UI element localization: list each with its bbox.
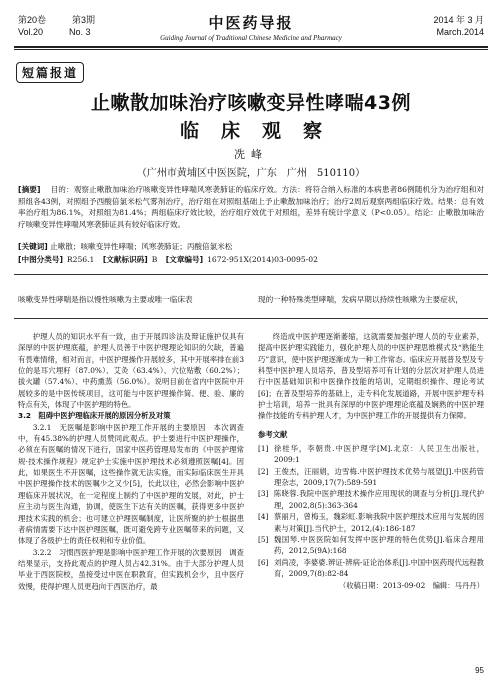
reference-item — [258, 511, 484, 534]
reference-number: [6] — [258, 557, 269, 567]
date-en: March.2014 — [436, 27, 484, 37]
classification — [18, 254, 484, 265]
abstract-label: [摘要] — [18, 185, 41, 194]
keywords — [18, 241, 484, 252]
body-paragraph: 3.2.2 习惯西医护理是影响中医护理工作开展的次要原因 调查结果显示，支持此观点的护理人员占42.31%。由于大部分护理人员毕业于西医院校，虽接受过中医在职教育，但实践机会少，且中医疗效慢，使得护理人员更趋向于西医治疗，最 — [18, 547, 244, 591]
reference-number: [4] — [258, 512, 269, 522]
reference-number: [3] — [258, 489, 269, 499]
affiliation: （广州市黄埔区中医医院，广东 广州 510110） — [136, 168, 366, 179]
reference-item — [258, 557, 484, 580]
doc-code: B — [151, 255, 158, 264]
journal-masthead — [0, 12, 502, 42]
reference-text: 魏国琴.中医医院如何发挥中医护理的特色优势[J].临床合理用药，2012,5(9A):168 — [274, 534, 484, 556]
section-tag: 短篇报道 — [16, 62, 84, 83]
volume-cn: 第20卷 — [18, 15, 47, 25]
intro-rule — [14, 318, 488, 319]
author: 冼峰 — [234, 148, 268, 161]
issue-cn: 第3期 — [72, 15, 96, 25]
journal-title-cn: 中医药导报 — [208, 14, 294, 32]
body-paragraph: 3.2.1 无医嘱是影响中医护理工作开展的主要原因 本次调查中，有45.38%的护理人员赞同此观点。护士要进行中医护理操作，必须在有医嘱的情况下进行，国家中医药管理局发布的《中医护理常规·技术操作规程》规定护士实施中医护理技术必须遵照医嘱[4]。因此，如果医生不开医嘱，这些操作就无法实施，而实际临床医生开具中医护理操作技术的医嘱少之又少[5]，长此以往，必然会影响中医护理临床开展状况，在一定程度上制约了中医护理的发展，对此，护士应主动与医生沟通，协调，使医生下达有关的医嘱，获得更多中医护理技术实践的机会；也可建立护理医嘱制度，让医所聚的护士根据患者病情需要下达中医护理医嘱，既可避免跨专业医嘱带来的问题，又体现了各级护士的责任权利和专业价值。 — [18, 422, 244, 546]
issue-en: No. 3 — [69, 27, 91, 37]
article-title: 止嗽散加味治疗咳嗽变异性哮喘43例 — [91, 92, 411, 114]
references-heading: 参考文献 — [258, 429, 288, 439]
section-heading: 3.2 阻碍中医护理临床开展的原因分析及对策 — [18, 411, 171, 421]
page-number: 95 — [475, 666, 484, 675]
keywords-label: [关键词] — [18, 242, 48, 251]
article-title-line2: 临床观察 — [179, 120, 344, 142]
reference-item — [258, 488, 484, 511]
reference-text: 王俊杰，汪丽娟，边雪梅.中医护理技术优势与展望[J].中医药管理杂志，2009,17(7):589-591 — [274, 466, 484, 488]
body-paragraph: 终造成中医护理逐渐萎缩，这就需要加强护理人员的专业素养，提高中医护理实践能力，强化护理人员的中医护理思维模式及“熟能生巧”意识，使中医护理逐渐成为一种工作常态。临床应开展普及型及专科型中医护理人员培养，普及型培养可有计划的分层次对护理人员进行中医基础知识和中医操作技能的培训，定期组织操作、理论考试[6]；在普及型培养的基础上，走专科化发展道路，开展中医护理专科护士培训，培养一批具有深厚的中医护理理论底蕴及娴熟的中医护理操作技能的专科护理人才，为中医护理工作的开展提供有力保障。 — [258, 332, 484, 421]
clc-label: [中图分类号] — [18, 255, 63, 264]
reference-item — [258, 466, 484, 489]
date-cn: 2014 年 3 月 — [433, 15, 484, 25]
received-date: （收稿日期：2013-09-02 编辑：马丹丹） — [338, 581, 484, 591]
article-no-label: [文章编号] — [165, 255, 204, 264]
reference-number: [1] — [258, 444, 269, 454]
abstract-text: 目的：观察止嗽散加味治疗咳嗽变异性哮喘风寒袭肺证的临床疗效。方法：将符合纳入标准的本病患者86例随机分为治疗组和对照组各43例，对照组予西酸倍氯米松气雾剂治疗，治疗组在对照组基础上予止嗽散加味治疗；治疗2周后观察两组临床疗效。结果：总有效率治疗组为86.1%，对照组为81.4%；两组临床疗效比较，治疗组疗效优于对照组，差异有统计学意义（P<0.05）。结论：止嗽散加味治疗咳嗽变异性哮喘风寒袭肺证具有较好临床疗效。 — [18, 185, 484, 229]
clc-code: R256.1 — [66, 255, 95, 264]
doc-code-label: [文献标识码] — [102, 255, 148, 264]
keywords-text: 止嗽散；咳嗽变异性哮喘；风寒袭肺证；丙酸倍氯米松 — [50, 242, 233, 251]
article-no: 1672-951X(2014)03-0095-02 — [207, 255, 318, 264]
header-date — [433, 14, 484, 38]
intro-right: 现的一种特殊类型哮喘，发病早期以持续性咳嗽为主要症状， — [258, 295, 464, 304]
intro-left: 咳嗽变异性哮喘是指以慢性咳嗽为主要或唯一临床表 — [18, 295, 193, 304]
reference-text: 蔡丽月，曾梅玉，魏彩虹.影响我院中医护理技术应用与发展的因素与对策[J].当代护士，2012,(4):186-187 — [274, 512, 484, 533]
reference-number: [5] — [258, 534, 269, 544]
body-paragraph: 护理人员的知识水平有一致，由于开展四诊法及辩证施护仅具有深厚的中医护理底蕴，护理人员善于中医护理理论知识的欠缺，普遍有畏难情绪，相对而言，中医护理操作开展较多，其中开展率排在前3位的是耳穴埋籽（87.0%）、艾灸（63.4%）、穴位贴敷（60.2%）；拔火罐（57.4%）、中药熏蒸（56.0%）。说明目前在省内中医院中开展较多的是中医传统项目，这可能与中医护理操作简、便、验、廉的特点有关，体现了中医护理的特色。 — [18, 332, 244, 410]
body-column-right — [258, 331, 484, 592]
abstract-rule — [14, 274, 488, 275]
reference-item — [258, 534, 484, 557]
volume-en: Vol.20 — [18, 27, 44, 37]
reference-text: 徐桂华，李朝贵.中医护理学[M].北京：人民卫生出版社，2009:1 — [274, 444, 484, 465]
reference-number: [2] — [258, 466, 269, 476]
body-column-left — [18, 331, 244, 592]
reference-item — [258, 443, 484, 466]
reference-text: 刘尚凌，李婆婆.辨证-辨病-证论治体系[J].中国中医药现代远程教育，2009,7(8):82-84 — [274, 557, 484, 578]
reference-text: 陈晓蓉.我院中医护理技术操作应用现状的调查与分析[J].现代护理，2002,8(5):363-364 — [274, 489, 484, 510]
header-rule — [14, 46, 488, 48]
header-rule-thin — [14, 49, 488, 50]
journal-title-en: Guiding Journal of Traditional Chinese Medicine and Pharmacy — [160, 34, 342, 42]
abstract — [18, 184, 484, 230]
